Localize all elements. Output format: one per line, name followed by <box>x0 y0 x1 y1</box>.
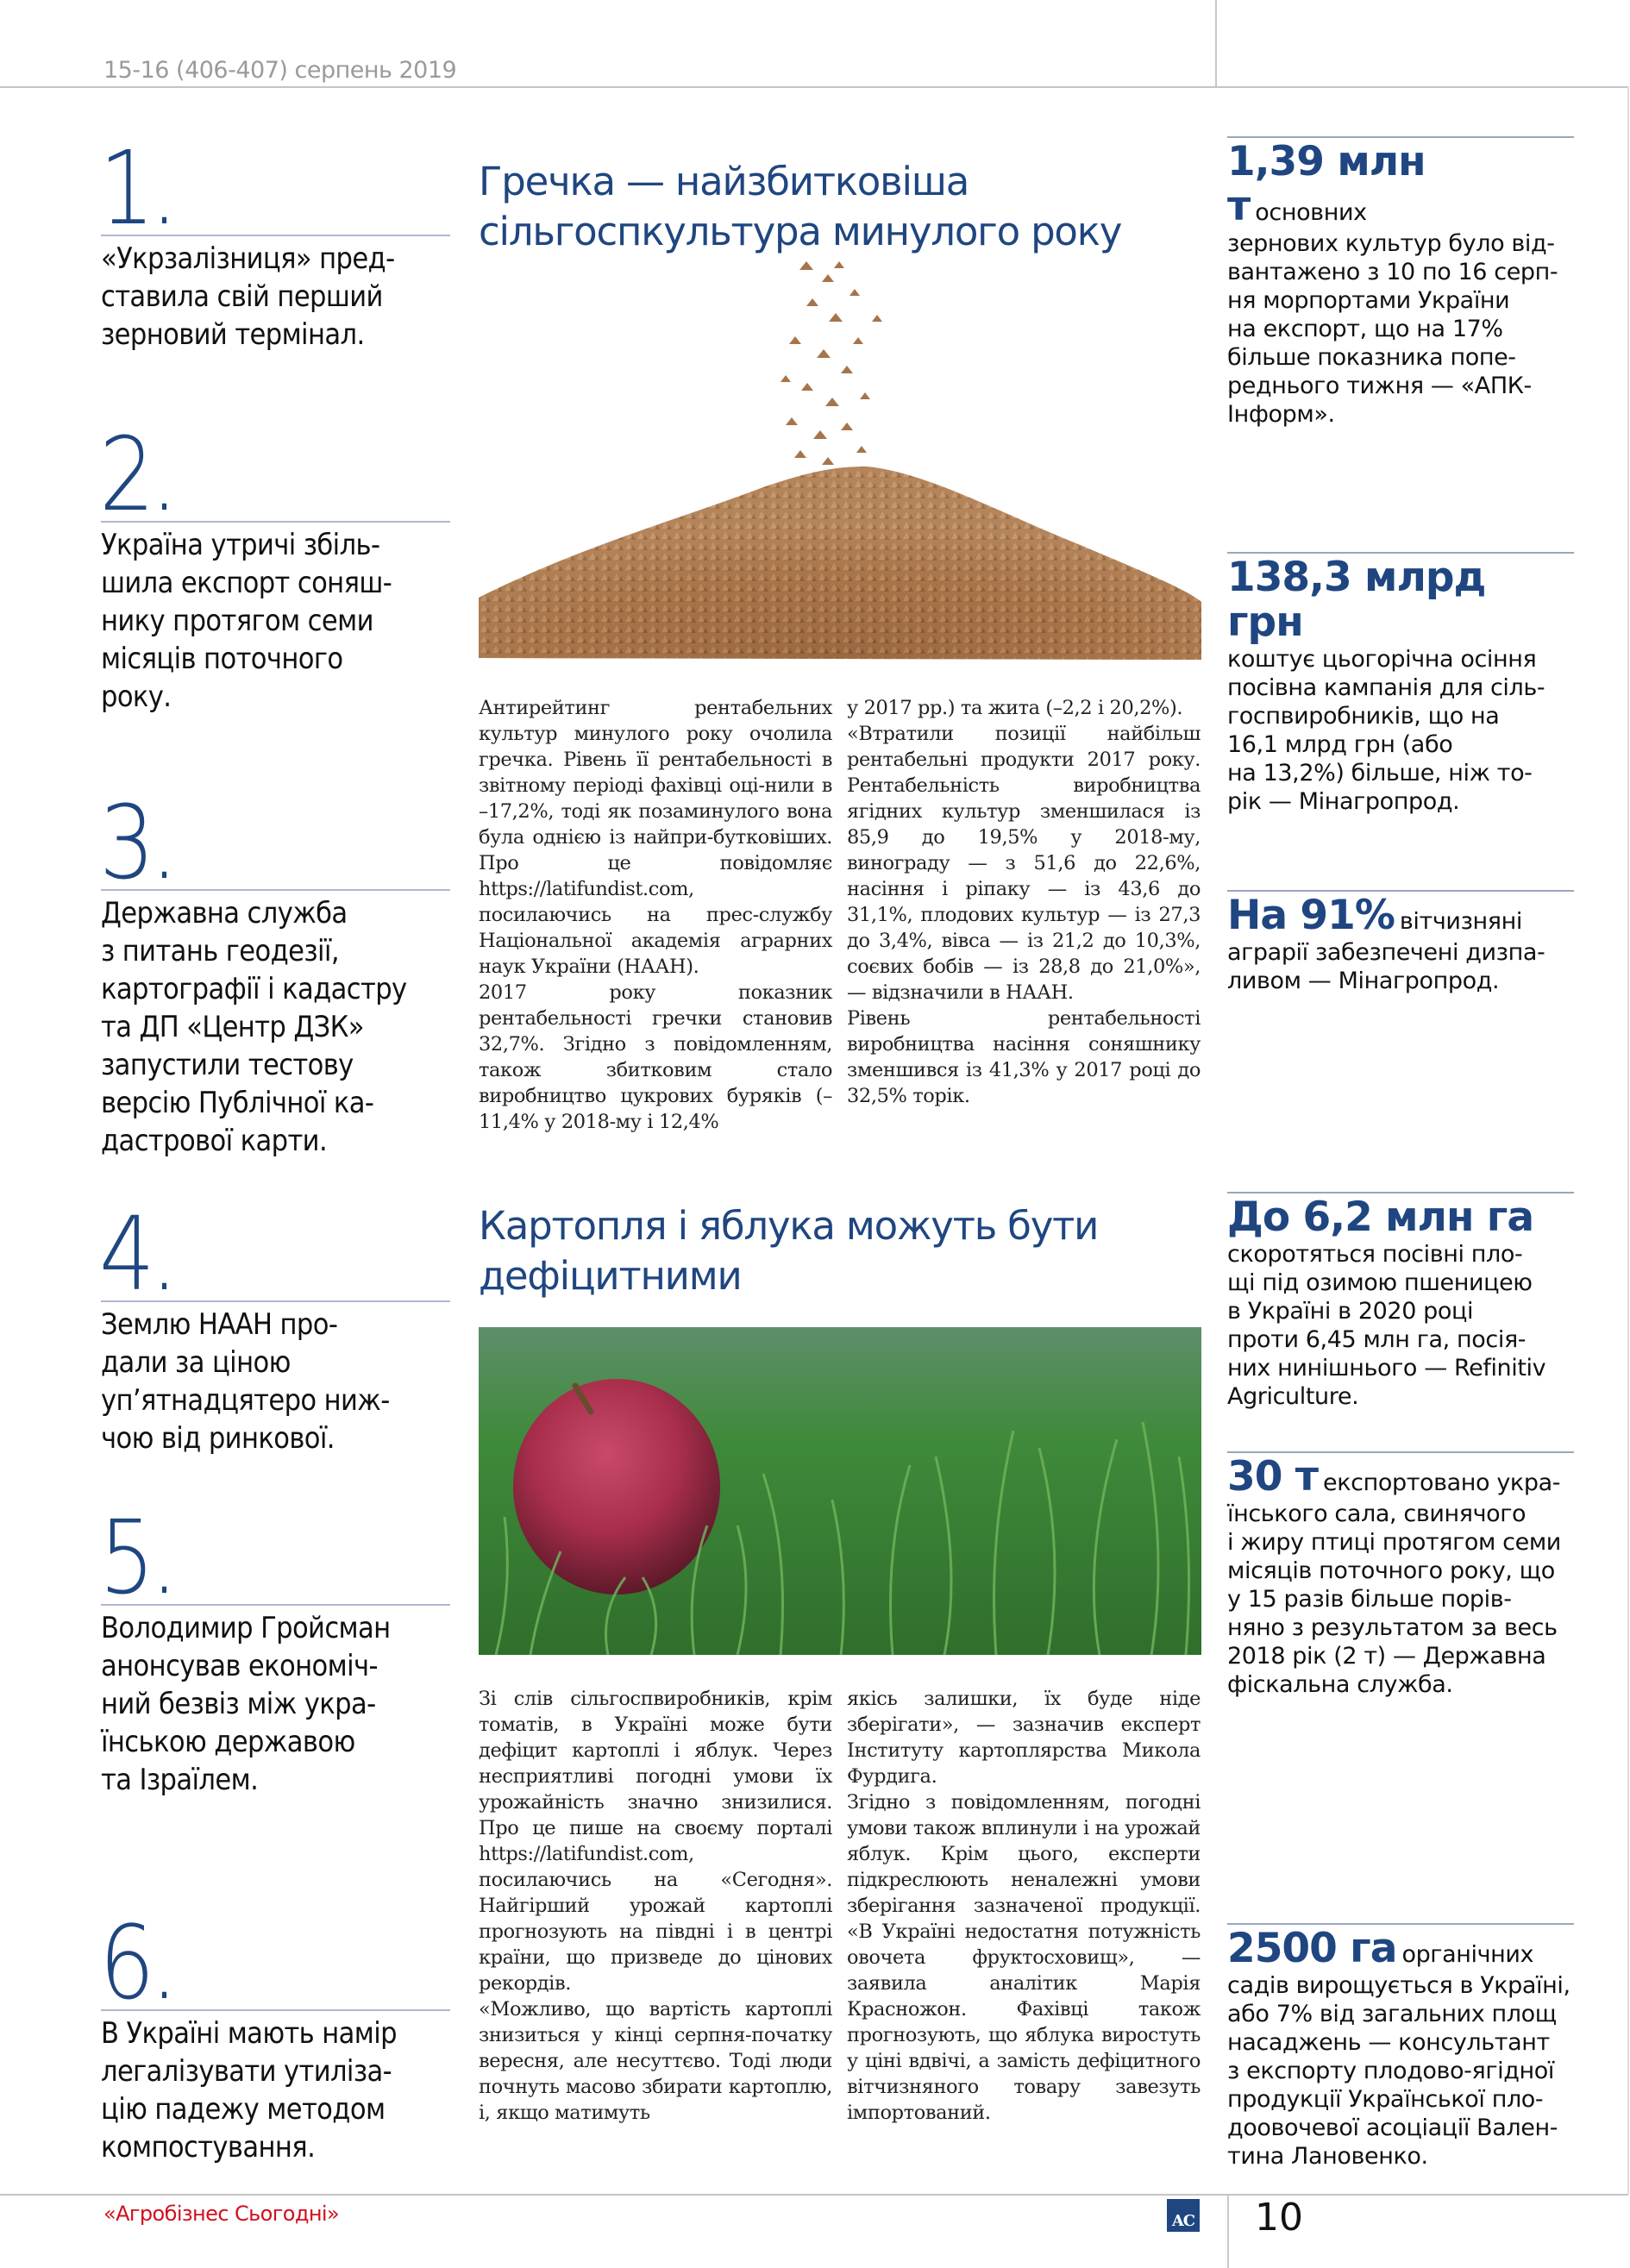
stat-item <box>1227 136 1574 429</box>
article-title: Гречка — найзбитковіша сільгоспкультура минулого року <box>479 159 1122 254</box>
stat-item <box>1227 1923 1574 2171</box>
news-number: 1. <box>99 128 174 247</box>
header-divider <box>1215 0 1217 86</box>
news-text: Землю НААН про- дали за ціною уп’ятнадцятеро ниж- чою від ринкової. <box>101 1307 390 1456</box>
news-item <box>99 128 450 354</box>
buckwheat-illustration <box>479 261 1201 660</box>
stat-item <box>1227 1451 1574 1699</box>
news-item <box>99 1903 450 2166</box>
stat-figure: 30 т <box>1227 1453 1319 1501</box>
news-item <box>99 783 450 1160</box>
news-text: В Україні мають намір легалізувати утиліза- цію падежу методом компостування. <box>101 2016 397 2165</box>
stat-text: вітчизняні аграрії забезпечені дизпа- ливом — Мінагропрод. <box>1227 908 1545 994</box>
buckwheat-photo <box>479 261 1201 660</box>
news-item <box>99 1498 450 1799</box>
stat-figure: На 91% <box>1227 892 1395 939</box>
article-2-column-1: Зі слів сільгоспвиробників, крім томатів, в Україні може бути дефіцит картоплі і яблук. Через несприятливі погодні умови їх урожайність значно знизилися. Про це пише на своєму порталі https://latifundist.com, посилаючись на «Сегодня». Найгірший урожай картоплі прогнозують на півдні і в центрі країни, що призведе до цінових рекордів. «Можливо, що вартість картоплі знизиться у кінці серпня-початку вересня, але несуттєво. Тоді люди почнуть масово збирати картоплю, і, якщо матимуть <box>479 1688 832 2124</box>
article-1-column-1: Антирейтинг рентабельних культур минулого року очолила гречка. Рівень її рентабельності в звітному періоді фахівці оці-нили в –17,2%, тоді як позаминулого вона була однією із найпри-бутковіших. Про це повідомляє https://latifundist.com, посилаючись на прес-службу Національної академія аграрних наук України (НААН). 2017 року показник рентабельності гречки становив 32,7%. Згідно з повідомленням, також збитковим стало виробництво цукрових буряків (–11,4% у 2018-му і 12,4% <box>479 697 832 1133</box>
header-rule <box>0 86 1628 88</box>
stat-item <box>1227 552 1574 816</box>
news-number: 5. <box>99 1498 174 1617</box>
news-item <box>99 1194 450 1457</box>
news-text: «Укрзалізниця» пред- ставила свій перший зерновий термінал. <box>101 241 395 352</box>
apple-illustration <box>479 1327 1201 1655</box>
footer-rule <box>0 2194 1628 2196</box>
stat-figure: 2500 га <box>1227 1925 1397 1972</box>
stat-text: коштує цьогорічна осіння посівна кампанія для сіль- госпвиробників, що на 16,1 млрд грн (або на 13,2%) більше, ніж то- рік — Мінагропрод. <box>1227 646 1545 815</box>
news-text: Державна служба з питань геодезії, картографії і кадастру та ДП «Центр ДЗК» запустили тестову версію Публічної ка- дастрової карти. <box>101 896 407 1158</box>
apple-in-grass-photo <box>479 1327 1201 1655</box>
news-text: Україна утричі збіль- шила експорт соняш- нику протягом семи місяців поточного року. <box>101 528 392 714</box>
stat-text: органічних садів вирощується в Україні, або 7% від загальних площ насаджень — консультант з експорту плодово-ягідної продукції Української пло- доовочевої асоціації Вален- тина Лановенко. <box>1227 1941 1570 2170</box>
news-number: 4. <box>99 1194 174 1313</box>
page-number: 10 <box>1255 2196 1303 2240</box>
stat-figure: 1,39 млн т <box>1227 138 1426 230</box>
issue-date: 15-16 (406-407) серпень 2019 <box>103 57 457 84</box>
stat-text: основних зернових культур було від- вантажено з 10 по 16 серп- ня морпортами України на експорт, що на 17% більше показника попе- реднього тижня — «АПК- Інформ». <box>1227 199 1558 428</box>
news-item <box>99 415 450 716</box>
page-edge <box>1627 86 1629 2194</box>
stat-item <box>1227 1192 1574 1411</box>
stat-figure: 138,3 млрд грн <box>1227 554 1486 646</box>
article-title: Картопля і яблука можуть бути дефіцитними <box>479 1203 1099 1299</box>
news-text: Володимир Гройсман анонсував економіч- ний безвіз між укра- їнською державою та Ізраїлем. <box>101 1611 391 1797</box>
article-1-column-2: у 2017 рр.) та жита (–2,2 і 20,2%). «Втратили позиції найбільш рентабельні продукти 2017 року. Рентабельність виробництва ягідних культур зменшилася із 85,9 до 19,5% у 2018-му, винограду — з 51,6 до 22,6%, насіння і ріпаку — із 43,6 до 31,1%, плодових культур — із 27,3 до 3,4%, вівса — із 21,2 до 10,3%, соєвих бобів — із 28,8 до 21,0%», — відзначили в НААН. Рівень рентабельності виробництва насіння соняшнику зменшився із 41,3% у 2017 році до 32,5% торік. <box>847 697 1201 1107</box>
news-number: 2. <box>99 415 174 534</box>
stat-item <box>1227 890 1574 995</box>
news-number: 6. <box>99 1903 174 2022</box>
stat-figure: До 6,2 млн га <box>1227 1194 1534 1241</box>
publication-logo: AC <box>1167 2199 1200 2232</box>
stat-text: скоротяться посівні пло- щі під озимою пшеницею в Україні в 2020 році проти 6,45 млн га, посія- них нинішнього — Refinitiv Agriculture. <box>1227 1241 1546 1410</box>
stat-text: експортовано укра- їнського сала, свинячого і жиру птиці протягом семи місяців поточного року, що у 15 разів більше порів- няно з результатом за весь 2018 рік (2 т) — Державна фіскальна служба. <box>1227 1469 1561 1698</box>
article-2-column-2: якісь залишки, їх буде ніде зберігати», — зазначив експерт Інституту картоплярства Микола Фурдига. Згідно з повідомленням, погодні умови також вплинули і на урожай яблук. Крім цього, експерти підкреслюють неналежні умови зберігання зазначеної продукції. «В Україні недостатня потужність овочета фруктосховищ», — заявила аналітик Марія Красножон. Фахівці також прогнозують, що яблука виростуть у ціні вдвічі, а замість дефіцитного вітчизняного товару завезуть імпортований. <box>847 1688 1201 2124</box>
news-number: 3. <box>99 783 174 902</box>
footer-divider <box>1227 2194 1229 2268</box>
publication-name: «Агробізнес Сьогодні» <box>103 2202 340 2226</box>
